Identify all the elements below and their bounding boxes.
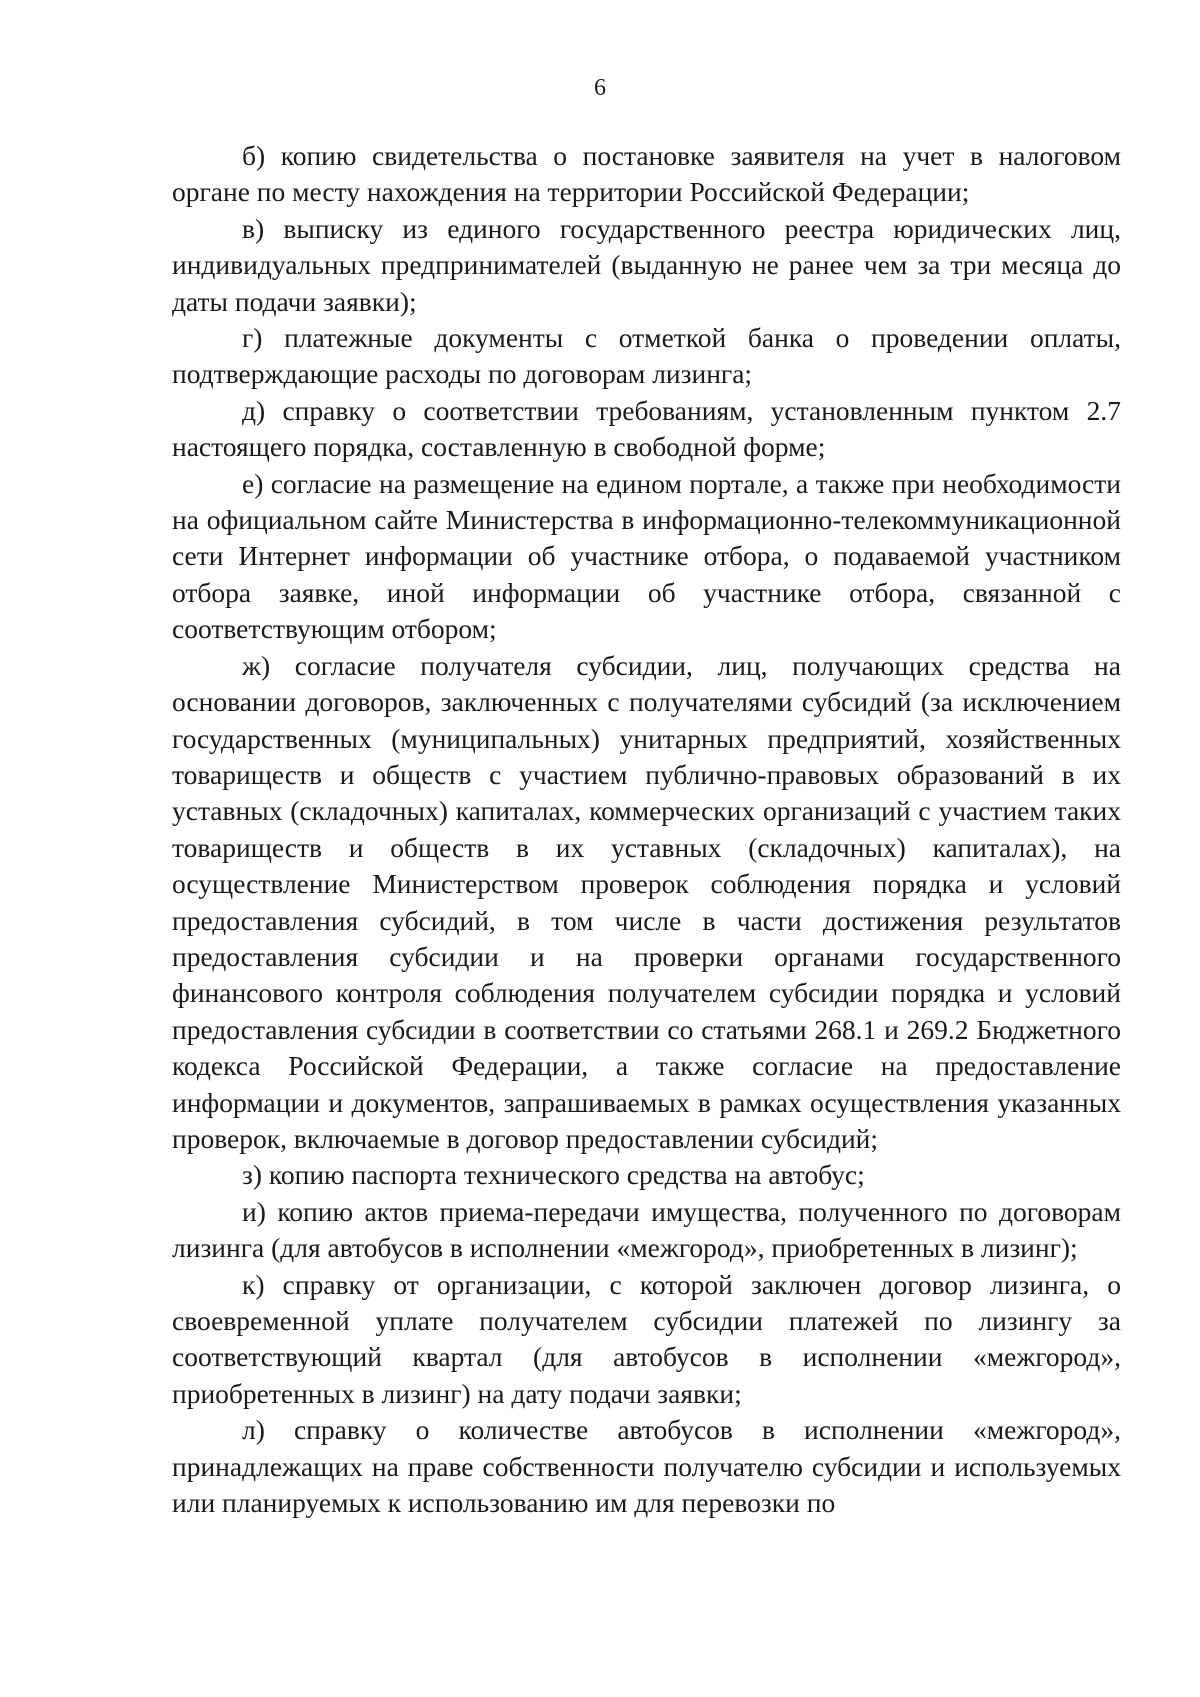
paragraph-b: б) копию свидетельства о постановке заявителя на учет в налоговом органе по месту нахождения на территории Российской Федерации;: [172, 140, 1121, 208]
document-body: [172, 138, 1121, 1521]
paragraph-g: г) платежные документы с отметкой банка о проведении оплаты, подтверждающие расходы по договорам лизинга;: [172, 322, 1121, 390]
paragraph-e: е) согласие на размещение на едином портале, а также при необходимости на официальном сайте Министерства в информационно-телекоммуникационной сети Интернет информации об участнике отбора, о подаваемой участником отбора заявке, иной информации об участнике отбора, связанной с соответствующим отбором;: [172, 467, 1121, 645]
page-number: 6: [594, 75, 606, 101]
paragraph-l: л) справку о количестве автобусов в исполнении «межгород», принадлежащих на праве собственности получателю субсидии и используемых или планируемых к использованию им для перевозки по: [172, 1414, 1121, 1519]
paragraph-i: и) копию актов приема-передачи имущества, полученного по договорам лизинга (для автобусов в исполнении «межгород», приобретенных в лизинг);: [172, 1195, 1121, 1264]
paragraph-k: к) справку от организации, с которой заключен договор лизинга, о своевременной уплате получателем субсидии платежей по лизингу за соответствующий квартал (для автобусов в исполнении «межгород», приобретенных в лизинг) на дату подачи заявки;: [172, 1268, 1121, 1409]
paragraph-d: д) справку о соответствии требованиям, установленным пунктом 2.7 настоящего порядка, составленную в свободной форме;: [172, 394, 1121, 463]
paragraph-z: з) копию паспорта технического средства на автобус;: [242, 1159, 865, 1191]
paragraph-zh: ж) согласие получателя субсидии, лиц, получающих средства на основании договоров, заключенных с получателями субсидий (за исключением государственных (муниципальных) унитарных предприятий, хозяйственных товариществ и обществ с участием публично-правовых образований в их уставных (складочных) капиталах, коммерческих организаций с участием таких товариществ и обществ в их уставных (складочных) капиталах), на осуществление Министерством проверок соблюдения порядка и условий предоставления субсидий, в том числе в части достижения результатов предоставления субсидии и на проверки органами государственного финансового контроля соблюдения получателем субсидии порядка и условий предоставления субсидии в соответствии со статьями 268.1 и 269.2 Бюджетного кодекса Российской Федерации, а также согласие на предоставление информации и документов, запрашиваемых в рамках осуществления указанных проверок, включаемые в договор предоставлении субсидий;: [172, 649, 1121, 1154]
paragraph-v: в) выписку из единого государственного реестра юридических лиц, индивидуальных предпринимателей (выданную не ранее чем за три месяца до даты подачи заявки);: [172, 212, 1121, 317]
